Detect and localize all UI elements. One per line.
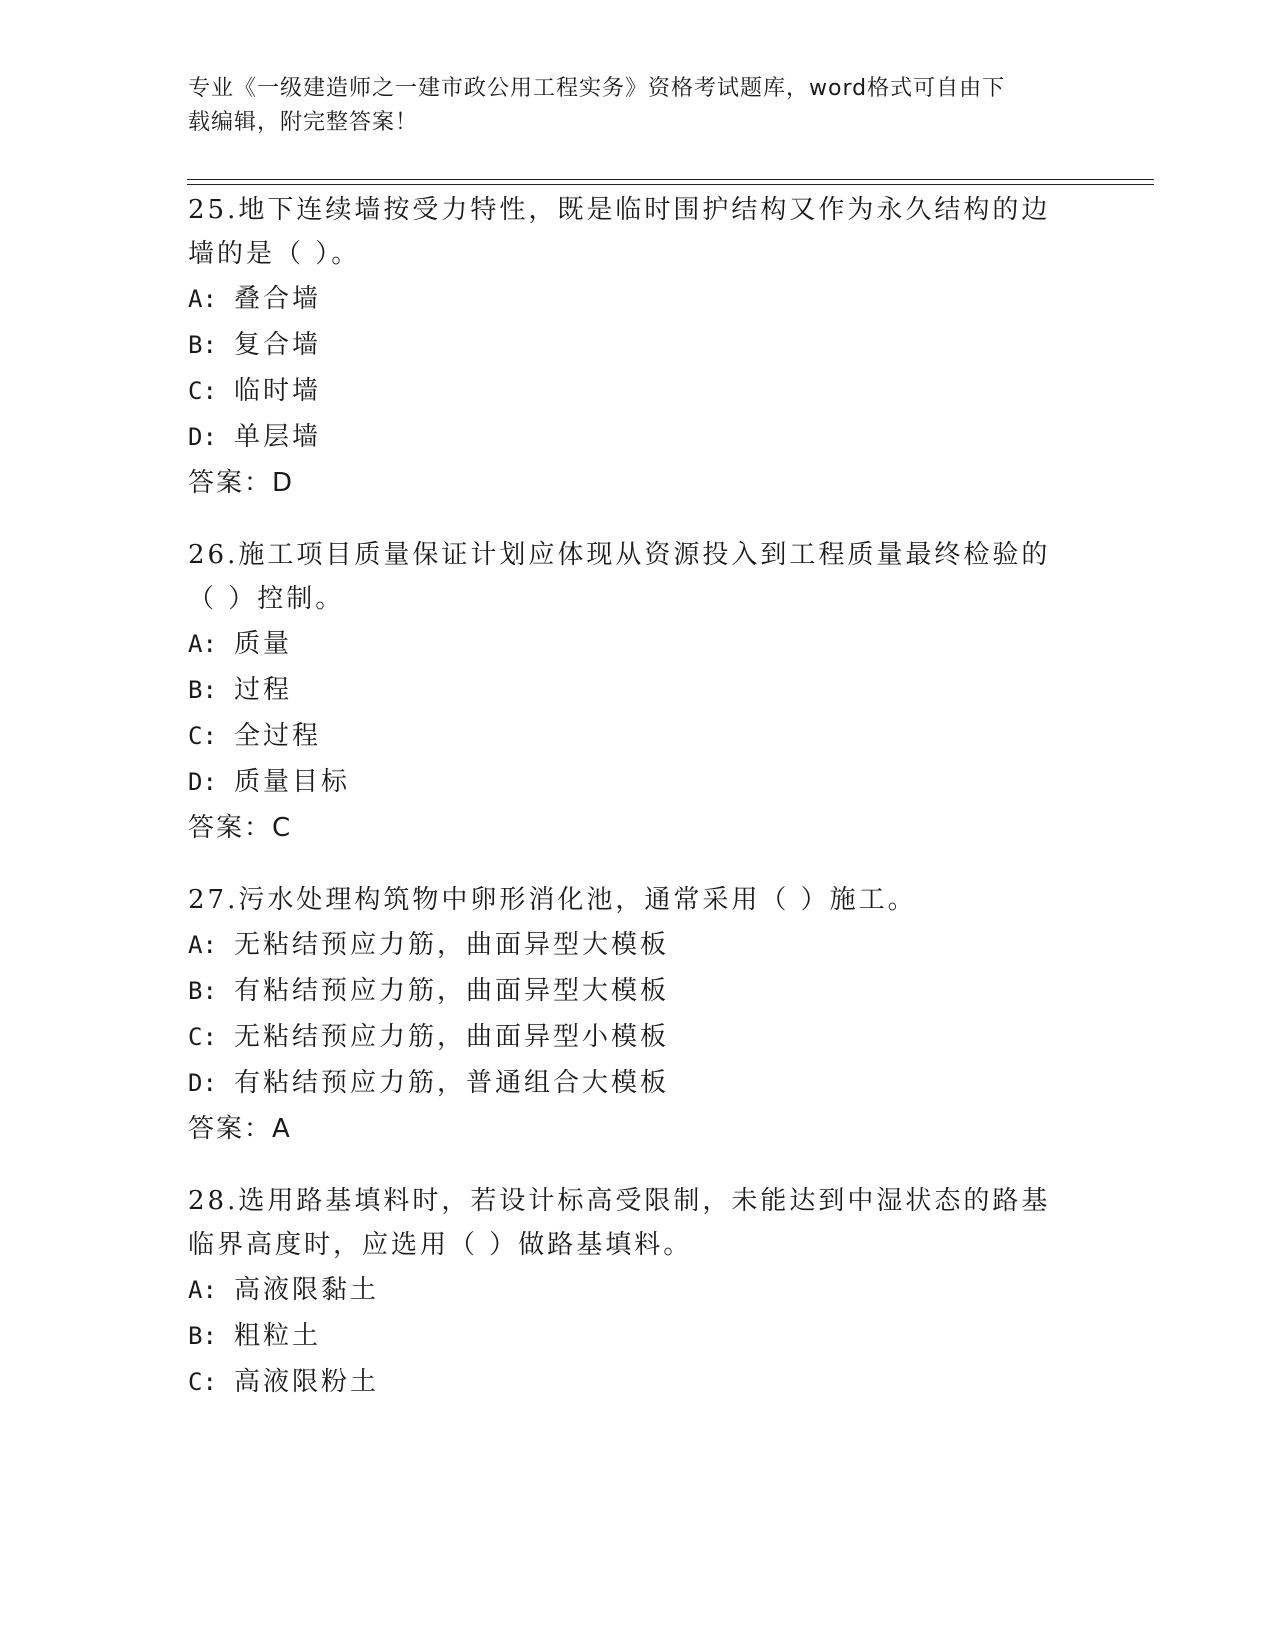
option-text: 全过程: [234, 721, 322, 751]
option-a: [188, 922, 1088, 968]
option-text: 质量目标: [234, 767, 351, 797]
question-text: 27.污水处理构筑物中卵形消化池，通常采用（ ）施工。: [188, 885, 917, 915]
option-key: A:: [188, 630, 217, 658]
option-text: 有粘结预应力筋，普通组合大模板: [234, 1068, 670, 1098]
option-text: 无粘结预应力筋，曲面异型大模板: [234, 930, 670, 960]
option-a: [188, 621, 1088, 667]
option-text: 质量: [234, 629, 293, 659]
option-key: B:: [188, 331, 217, 359]
question-list: [188, 188, 1088, 1432]
option-key: C:: [188, 1023, 217, 1051]
option-b: [188, 968, 1088, 1014]
question-text: 28.选用路基填料时，若设计标高受限制，未能达到中湿状态的路基临界高度时，应选用（ ）做路基填料。: [188, 1186, 1051, 1260]
option-key: D:: [188, 1069, 217, 1097]
option-c: [188, 1359, 1088, 1405]
option-text: 无粘结预应力筋，曲面异型小模板: [234, 1022, 670, 1052]
option-text: 叠合墙: [234, 284, 322, 314]
option-d: [188, 414, 1088, 460]
document-header: [188, 72, 1068, 140]
option-key: D:: [188, 423, 217, 451]
question-26: [188, 533, 1088, 851]
question-text: 26.施工项目质量保证计划应体现从资源投入到工程质量最终检验的（ ）控制。: [188, 540, 1051, 614]
option-d: [188, 1060, 1088, 1106]
option-text: 高液限黏土: [234, 1275, 380, 1305]
header-line-2: 载编辑，附完整答案！: [188, 110, 419, 135]
option-key: B:: [188, 1322, 217, 1350]
answer: 答案：D: [188, 468, 295, 498]
option-key: A:: [188, 285, 217, 313]
option-c: [188, 368, 1088, 414]
option-key: B:: [188, 977, 217, 1005]
option-text: 临时墙: [234, 376, 322, 406]
option-key: A:: [188, 1276, 217, 1304]
header-line-1: 专业《一级建造师之一建市政公用工程实务》资格考试题库，word格式可自由下: [188, 76, 1006, 101]
header-divider-bottom: [187, 184, 1154, 185]
question-25: [188, 188, 1088, 506]
header-divider-top: [187, 179, 1154, 180]
option-key: C:: [188, 1368, 217, 1396]
question-27: [188, 878, 1088, 1152]
answer: 答案：A: [188, 1114, 292, 1144]
option-c: [188, 1014, 1088, 1060]
option-text: 高液限粉土: [234, 1367, 380, 1397]
option-a: [188, 276, 1088, 322]
option-key: D:: [188, 768, 217, 796]
option-key: C:: [188, 722, 217, 750]
option-text: 单层墙: [234, 422, 322, 452]
answer: 答案：C: [188, 813, 293, 843]
option-text: 有粘结预应力筋，曲面异型大模板: [234, 976, 670, 1006]
option-key: B:: [188, 676, 217, 704]
question-text: 25.地下连续墙按受力特性，既是临时围护结构又作为永久结构的边墙的是（ ）。: [188, 195, 1051, 269]
option-b: [188, 322, 1088, 368]
option-a: [188, 1267, 1088, 1313]
option-b: [188, 667, 1088, 713]
question-28: [188, 1179, 1088, 1405]
option-d: [188, 759, 1088, 805]
option-c: [188, 713, 1088, 759]
option-text: 粗粒土: [234, 1321, 322, 1351]
option-key: C:: [188, 377, 217, 405]
option-key: A:: [188, 931, 217, 959]
option-text: 复合墙: [234, 330, 322, 360]
option-text: 过程: [234, 675, 293, 705]
option-b: [188, 1313, 1088, 1359]
